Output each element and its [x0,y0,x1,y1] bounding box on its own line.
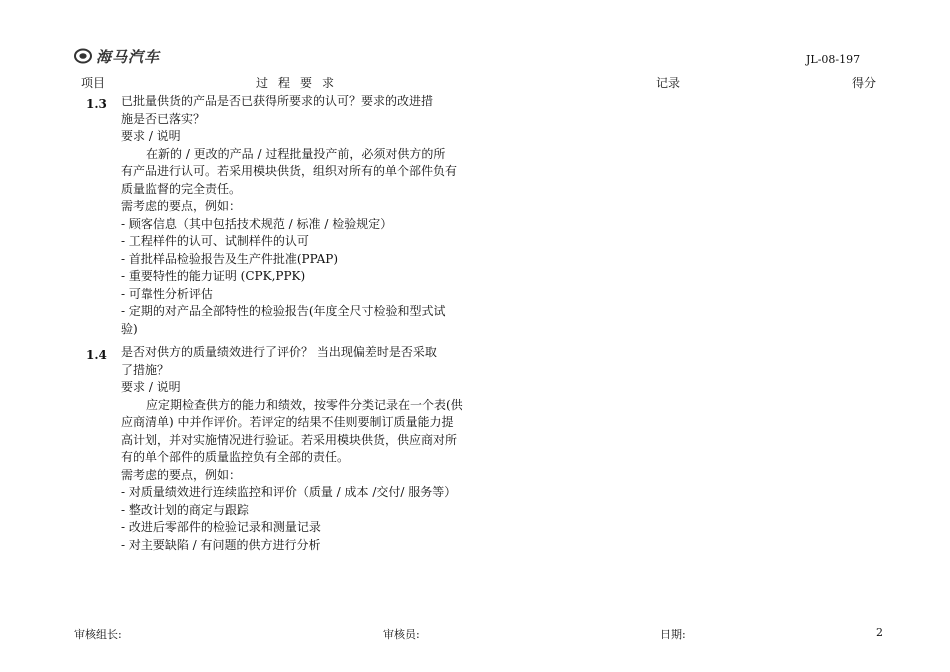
body-line: 高计划，并对实施情况进行验证。若采用模块供货，供应商对所 [121,432,458,447]
column-header-score: 得分 [852,76,877,90]
body-line: 应商清单) 中并作评价。若评定的结果不佳则要制订质量能力提 [121,415,454,429]
body-line: 有产品进行认可。若采用模块供货，组织对所有的单个部件负有 [121,164,458,178]
section-question [121,344,485,554]
body-line: 在新的 / 更改的产品 / 过程批量投产前，必须对供方的所 [146,146,446,161]
bullet-item: 验) [121,321,138,336]
haima-logo-icon [74,48,92,64]
column-header-process: 过程要求 [256,76,345,90]
company-logo [74,46,160,66]
bullet-item: - 整改计划的商定与跟踪 [121,502,249,517]
question-line: 已批量供货的产品是否已获得所要求的认可？要求的改进措 [121,94,434,108]
auditor-label: 审核员: [383,628,420,641]
bullet-item: - 定期的对产品全部特性的检验报告(年度全尺寸检验和型式试 [121,304,446,318]
section-question [121,93,485,338]
page-number: 2 [876,626,883,639]
question-line: 是否对供方的质量绩效进行了评价？ 当出现偏差时是否采取 [121,345,437,359]
bullet-item: - 首批样品检验报告及生产件批准(PPAP) [121,251,339,266]
requirement-label: 要求 / 说明 [121,380,181,394]
bullet-item: - 对主要缺陷 / 有问题的供方进行分析 [121,537,321,552]
logo-text: 海马汽车 [96,47,161,66]
question-line: 施是否已落实？ [121,111,206,126]
bullet-item: - 改进后零部件的检验记录和测量记录 [121,520,321,534]
audit-leader-label: 审核组长: [74,628,122,641]
section-number: 1.4 [86,348,107,362]
points-label: 需考虑的要点，例如： [121,199,242,213]
section-number: 1.3 [86,97,107,111]
body-line: 质量监督的完全责任。 [121,181,242,196]
requirement-label: 要求 / 说明 [121,129,181,143]
body-line: 应定期检查供方的能力和绩效，按零件分类记录在一个表(供 [146,397,463,412]
points-label: 需考虑的要点，例如： [121,467,242,482]
date-label: 日期: [660,628,686,641]
bullet-item: - 对质量绩效进行连续监控和评价（质量 / 成本 /交付/ 服务等） [121,485,457,499]
column-header-record: 记录 [656,76,681,90]
bullet-item: - 工程样件的认可、试制样件的认可 [121,234,309,248]
bullet-item: - 可靠性分析评估 [121,286,213,301]
document-number: JL-08-197 [806,53,861,66]
bullet-item: - 重要特性的能力证明 (CPK,PPK) [121,269,306,283]
bullet-item: - 顾客信息（其中包括技术规范 / 标准 / 检验规定） [121,216,393,231]
question-line: 了措施？ [121,362,170,377]
column-header-item: 项目 [81,76,106,90]
body-line: 有的单个部件的质量监控负有全部的责任。 [121,450,350,464]
